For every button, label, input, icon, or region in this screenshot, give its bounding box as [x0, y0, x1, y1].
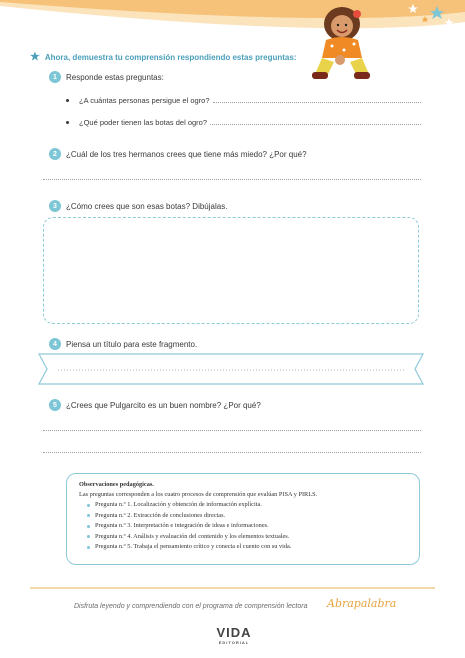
notes-item	[87, 521, 407, 532]
question-number-3: 3	[49, 200, 61, 212]
notes-item	[87, 542, 407, 553]
notes-item-text: Pregunta n.º 3. Interpretación e integración de ideas e informaciones.	[95, 522, 269, 529]
notes-item-text: Pregunta n.º 5. Trabaja el pensamiento crítico y conecta el cuento con su vida.	[95, 543, 292, 550]
title-banner-field[interactable]	[38, 353, 424, 385]
instruction-text: Ahora, demuestra tu comprensión respondiendo estas preguntas:	[44, 53, 297, 62]
pedagogical-notes-box	[66, 473, 420, 565]
publisher-label: EDITORIAL	[218, 640, 250, 645]
publisher-logo-text: VIDA	[216, 625, 252, 639]
footer-divider	[30, 587, 435, 589]
publisher-logo	[213, 625, 255, 639]
drawing-area[interactable]	[43, 217, 419, 324]
question-number-2: 2	[49, 148, 61, 160]
answer-line-q5-1[interactable]	[43, 430, 421, 431]
notes-item-text: Pregunta n.º 2. Extracción de conclusiones directas.	[95, 511, 226, 519]
question-4-text: Piensa un título para este fragmento.	[66, 340, 198, 349]
bullet-icon	[87, 525, 90, 528]
question-number-4: 4	[49, 338, 61, 350]
question-1-bullet-1	[66, 96, 421, 105]
notes-item-text: Pregunta n.º 4. Análisis y evaluación del contenido y los elementos textuales.	[95, 532, 290, 540]
bullet-icon	[87, 535, 90, 538]
footer-tagline: Disfruta leyendo y comprendiendo con el programa de comprensión lectora	[74, 603, 308, 610]
notes-item	[87, 532, 407, 543]
bullet-icon	[66, 121, 69, 124]
answer-line-q5-2[interactable]	[43, 452, 421, 453]
notes-intro: Las preguntas corresponden a los cuatro procesos de comprensión que evalúan PISA y PIRLS.	[79, 491, 318, 498]
question-1-bullet-2	[66, 118, 421, 127]
brand-logo: Abrapalabra	[327, 597, 397, 610]
bullet-icon	[87, 504, 90, 507]
question-1-text: Responde estas preguntas:	[66, 73, 164, 82]
bullet-icon	[87, 514, 90, 517]
question-number-5: 5	[49, 399, 61, 411]
answer-line[interactable]	[210, 124, 421, 125]
question-3-text: ¿Cómo crees que son esas botas? Dibújalas.	[66, 202, 228, 211]
bullet-icon	[87, 546, 90, 549]
bullet-text: ¿A cuántas personas persigue el ogro?	[79, 96, 210, 105]
notes-item	[87, 500, 407, 511]
girl-illustration	[302, 2, 378, 84]
question-2-text: ¿Cuál de los tres hermanos crees que tiene más miedo? ¿Por qué?	[66, 150, 307, 159]
star-icon: ★	[30, 51, 40, 63]
bullet-icon	[66, 99, 69, 102]
notes-item-text: Pregunta n.º 1. Localización y obtención de información explícita.	[95, 501, 262, 508]
answer-line-q2[interactable]	[43, 179, 421, 180]
answer-line[interactable]	[213, 102, 422, 103]
section-instruction	[30, 52, 296, 63]
notes-item	[87, 511, 407, 522]
notes-title: Observaciones pedagógicas.	[79, 481, 154, 488]
question-5-text: ¿Crees que Pulgarcito es un buen nombre? ¿Por qué?	[66, 401, 261, 410]
bullet-text: ¿Qué poder tienen las botas del ogro?	[79, 118, 208, 127]
question-number-1: 1	[49, 71, 61, 83]
